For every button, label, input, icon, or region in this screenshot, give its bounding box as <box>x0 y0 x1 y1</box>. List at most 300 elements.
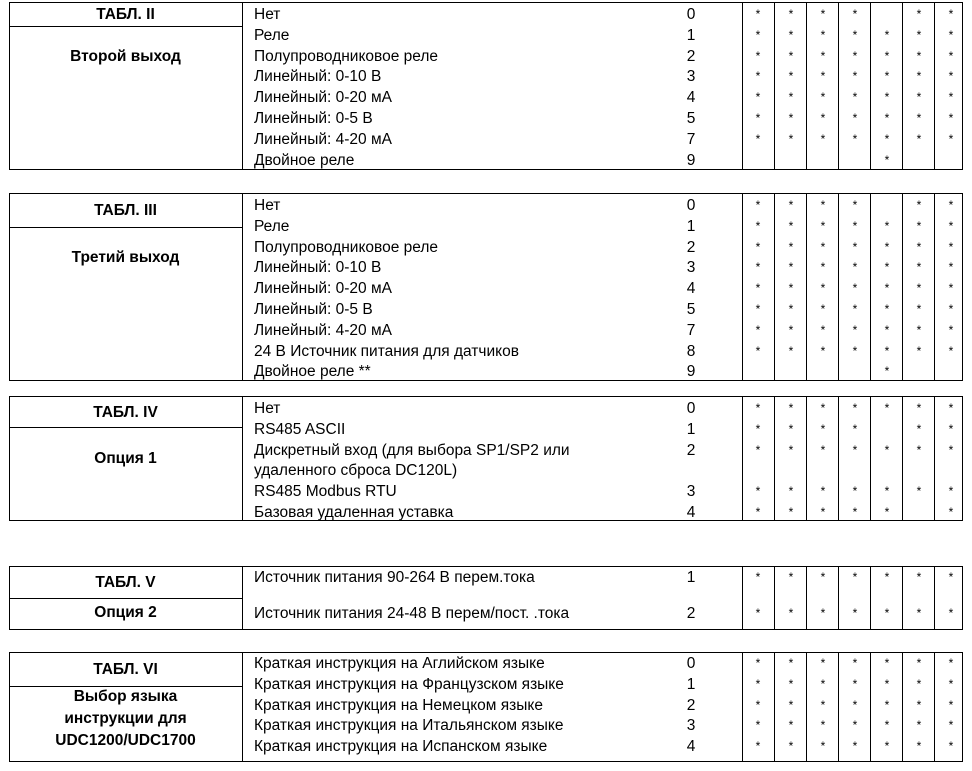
option-label: Линейный: 0-10 В <box>254 259 382 277</box>
option-label: Нет <box>254 197 281 214</box>
availability-mark: * <box>948 697 954 712</box>
option-code: 2 <box>686 47 696 65</box>
availability-mark: * <box>755 198 761 212</box>
option-code: 4 <box>686 280 696 298</box>
availability-mark: * <box>755 697 761 712</box>
availability-mark: * <box>820 505 826 519</box>
option-code: 4 <box>686 738 696 756</box>
availability-mark: * <box>788 69 794 84</box>
availability-mark: * <box>788 401 794 415</box>
availability-mark: * <box>755 302 761 316</box>
availability-mark: * <box>852 442 858 457</box>
availability-mark: * <box>916 90 922 105</box>
table-border <box>9 598 242 599</box>
availability-mark: * <box>916 484 922 499</box>
table-border <box>838 652 839 762</box>
availability-mark: * <box>916 322 922 337</box>
table-title: Выбор языка <box>73 688 178 705</box>
availability-mark: * <box>788 570 794 584</box>
table-border <box>774 193 775 381</box>
availability-mark: * <box>820 27 826 42</box>
availability-mark: * <box>852 343 858 358</box>
table-border <box>838 2 839 170</box>
availability-mark: * <box>884 90 890 105</box>
availability-mark: * <box>852 260 858 275</box>
table-title: Опция 1 <box>94 450 157 467</box>
option-label: Дискретный вход (для выбора SP1/SP2 или удаленного сброса DC120L) <box>254 441 570 479</box>
availability-mark: * <box>884 260 890 275</box>
availability-mark: * <box>852 7 858 21</box>
table-border <box>9 2 963 3</box>
availability-mark: * <box>948 656 954 670</box>
availability-mark: * <box>755 7 761 21</box>
availability-mark: * <box>948 739 954 754</box>
availability-mark: * <box>852 401 858 415</box>
table-title: Опция 2 <box>94 604 157 621</box>
table-border <box>9 566 963 567</box>
table-border <box>9 227 242 228</box>
availability-mark: * <box>788 218 794 233</box>
availability-mark: * <box>884 152 890 167</box>
table-border <box>870 193 871 381</box>
availability-mark: * <box>755 322 761 337</box>
availability-mark: * <box>948 7 954 21</box>
availability-mark: * <box>884 739 890 754</box>
availability-mark: * <box>916 131 922 146</box>
option-label: Линейный: 0-5 В <box>254 110 373 127</box>
table-border <box>934 652 935 762</box>
table-border <box>242 193 243 381</box>
option-label: Линейный: 0-10 В <box>254 68 382 86</box>
availability-mark: * <box>884 343 890 358</box>
table-title: Третий выход <box>71 249 180 266</box>
availability-mark: * <box>788 442 794 457</box>
table-border <box>774 2 775 170</box>
availability-mark: * <box>788 111 794 125</box>
availability-mark: * <box>788 281 794 296</box>
table-border <box>806 193 807 381</box>
table-border <box>9 193 963 194</box>
availability-mark: * <box>916 442 922 457</box>
availability-mark: * <box>788 606 794 620</box>
option-label: Источник питания 24-48 В перем/пост. .тока <box>254 605 570 622</box>
table-border <box>806 566 807 630</box>
option-code: 3 <box>686 717 696 735</box>
availability-mark: * <box>852 281 858 296</box>
availability-mark: * <box>755 676 761 691</box>
availability-mark: * <box>788 27 794 42</box>
availability-mark: * <box>884 364 890 379</box>
option-label: Линейный: 0-5 В <box>254 301 373 318</box>
availability-mark: * <box>884 27 890 42</box>
availability-mark: * <box>916 570 922 584</box>
availability-mark: * <box>852 69 858 84</box>
availability-mark: * <box>820 421 826 436</box>
availability-mark: * <box>755 421 761 436</box>
availability-mark: * <box>755 656 761 670</box>
availability-mark: * <box>755 401 761 415</box>
option-label: Нет <box>254 6 281 23</box>
availability-mark: * <box>852 131 858 146</box>
option-code: 8 <box>686 342 696 360</box>
availability-mark: * <box>916 656 922 670</box>
availability-mark: * <box>916 27 922 42</box>
option-code: 4 <box>686 89 696 107</box>
availability-mark: * <box>948 48 954 63</box>
availability-mark: * <box>948 343 954 358</box>
availability-mark: * <box>916 606 922 620</box>
availability-mark: * <box>788 322 794 337</box>
table-tab5 <box>9 566 963 630</box>
table-number-label: ТАБЛ. III <box>94 202 157 219</box>
availability-mark: * <box>788 697 794 712</box>
option-code: 0 <box>686 400 696 417</box>
availability-mark: * <box>820 131 826 146</box>
availability-mark: * <box>948 442 954 457</box>
availability-mark: * <box>755 570 761 584</box>
option-code: 3 <box>686 259 696 277</box>
table-border <box>9 2 10 170</box>
availability-mark: * <box>884 442 890 457</box>
option-code: 3 <box>686 68 696 86</box>
table-border <box>9 427 242 428</box>
availability-mark: * <box>884 48 890 63</box>
option-label: Краткая инструкция на Немецком языке <box>254 696 543 714</box>
option-label: Краткая инструкция на Испанском языке <box>254 738 548 756</box>
table-border <box>774 652 775 762</box>
availability-mark: * <box>788 90 794 105</box>
availability-mark: * <box>948 218 954 233</box>
availability-mark: * <box>820 7 826 21</box>
option-label: Полупроводниковое реле <box>254 47 439 65</box>
option-label: Краткая инструкция на Аглийском языке <box>254 655 545 672</box>
table-border <box>9 380 963 381</box>
availability-mark: * <box>884 606 890 620</box>
table-border <box>9 193 10 381</box>
availability-mark: * <box>820 48 826 63</box>
availability-mark: * <box>755 239 761 254</box>
table-border <box>9 761 963 762</box>
table-border <box>9 396 963 397</box>
availability-mark: * <box>852 27 858 42</box>
option-label: Линейный: 4-20 мА <box>254 321 392 339</box>
table-border <box>838 193 839 381</box>
availability-mark: * <box>852 570 858 584</box>
table-title: Второй выход <box>70 48 181 65</box>
availability-mark: * <box>916 676 922 691</box>
availability-mark: * <box>755 27 761 42</box>
availability-mark: * <box>948 322 954 337</box>
availability-mark: * <box>884 322 890 337</box>
availability-mark: * <box>916 239 922 254</box>
table-number-label: ТАБЛ. II <box>96 6 155 23</box>
table-border <box>774 396 775 521</box>
availability-mark: * <box>916 739 922 754</box>
availability-mark: * <box>788 260 794 275</box>
availability-mark: * <box>820 302 826 316</box>
availability-mark: * <box>755 505 761 519</box>
table-border <box>9 520 963 521</box>
availability-mark: * <box>948 90 954 105</box>
table-border <box>934 396 935 521</box>
option-label: Краткая инструкция на Французском языке <box>254 675 564 693</box>
option-label: RS485 Modbus RTU <box>254 483 397 501</box>
availability-mark: * <box>948 198 954 212</box>
table-border <box>806 396 807 521</box>
table-border <box>838 396 839 521</box>
availability-mark: * <box>788 198 794 212</box>
table-border <box>870 652 871 762</box>
availability-mark: * <box>948 239 954 254</box>
option-label: Двойное реле ** <box>254 363 371 381</box>
availability-mark: * <box>948 69 954 84</box>
availability-mark: * <box>755 260 761 275</box>
availability-mark: * <box>788 739 794 754</box>
option-label: Реле <box>254 26 290 44</box>
availability-mark: * <box>916 281 922 296</box>
option-code: 0 <box>686 655 696 672</box>
table-tab3 <box>9 193 963 381</box>
availability-mark: * <box>755 739 761 754</box>
option-label: Полупроводниковое реле <box>254 238 439 256</box>
availability-mark: * <box>755 131 761 146</box>
availability-mark: * <box>948 111 954 125</box>
option-label: Базовая удаленная уставка <box>254 504 454 521</box>
option-label: Источник питания 90-264 В перем.тока <box>254 569 535 586</box>
availability-mark: * <box>916 218 922 233</box>
option-label: Краткая инструкция на Итальянском языке <box>254 717 564 735</box>
availability-mark: * <box>948 260 954 275</box>
table-border <box>242 566 243 630</box>
option-label: Реле <box>254 217 290 235</box>
availability-mark: * <box>916 48 922 63</box>
availability-mark: * <box>755 343 761 358</box>
table-border <box>9 652 963 653</box>
availability-mark: * <box>852 606 858 620</box>
availability-mark: * <box>948 131 954 146</box>
availability-mark: * <box>852 239 858 254</box>
option-code: 9 <box>686 363 696 381</box>
availability-mark: * <box>884 676 890 691</box>
availability-mark: * <box>788 505 794 519</box>
availability-mark: * <box>852 322 858 337</box>
table-border <box>934 193 935 381</box>
table-tab4 <box>9 396 963 521</box>
availability-mark: * <box>788 239 794 254</box>
availability-mark: * <box>755 484 761 499</box>
availability-mark: * <box>884 484 890 499</box>
availability-mark: * <box>852 90 858 105</box>
availability-mark: * <box>852 505 858 519</box>
table-border <box>934 566 935 630</box>
availability-mark: * <box>916 343 922 358</box>
availability-mark: * <box>948 401 954 415</box>
option-label: 24 В Источник питания для датчиков <box>254 342 519 360</box>
option-label: RS485 ASCII <box>254 420 346 438</box>
availability-mark: * <box>948 505 954 519</box>
availability-mark: * <box>916 111 922 125</box>
availability-mark: * <box>820 343 826 358</box>
table-border <box>934 2 935 170</box>
availability-mark: * <box>852 198 858 212</box>
table-border <box>806 652 807 762</box>
availability-mark: * <box>884 656 890 670</box>
table-border <box>9 686 242 687</box>
option-code: 1 <box>686 217 696 235</box>
availability-mark: * <box>852 718 858 733</box>
option-code: 1 <box>686 26 696 44</box>
availability-mark: * <box>884 570 890 584</box>
availability-mark: * <box>916 69 922 84</box>
availability-mark: * <box>820 260 826 275</box>
option-code: 5 <box>686 301 696 318</box>
availability-mark: * <box>820 322 826 337</box>
availability-mark: * <box>948 606 954 620</box>
availability-mark: * <box>852 697 858 712</box>
availability-mark: * <box>884 302 890 316</box>
availability-mark: * <box>884 131 890 146</box>
availability-mark: * <box>820 676 826 691</box>
table-border <box>9 629 963 630</box>
availability-mark: * <box>820 570 826 584</box>
option-code: 1 <box>686 569 696 586</box>
table-number-label: ТАБЛ. VI <box>93 661 158 678</box>
availability-mark: * <box>916 7 922 21</box>
availability-mark: * <box>916 401 922 415</box>
table-border <box>9 169 963 170</box>
table-border <box>242 652 243 762</box>
availability-mark: * <box>788 676 794 691</box>
availability-mark: * <box>788 421 794 436</box>
availability-mark: * <box>852 656 858 670</box>
availability-mark: * <box>916 302 922 316</box>
table-border <box>242 396 243 521</box>
table-border <box>902 566 903 630</box>
availability-mark: * <box>948 570 954 584</box>
table-title: инструкции для <box>64 710 187 727</box>
availability-mark: * <box>755 218 761 233</box>
availability-mark: * <box>755 90 761 105</box>
table-border <box>902 193 903 381</box>
availability-mark: * <box>948 676 954 691</box>
availability-mark: * <box>948 718 954 733</box>
availability-mark: * <box>884 239 890 254</box>
availability-mark: * <box>820 198 826 212</box>
option-code: 9 <box>686 151 696 169</box>
table-border <box>870 396 871 521</box>
availability-mark: * <box>884 401 890 415</box>
table-border <box>870 566 871 630</box>
availability-mark: * <box>948 281 954 296</box>
availability-mark: * <box>820 718 826 733</box>
option-code: 2 <box>686 238 696 256</box>
table-border <box>870 2 871 170</box>
availability-mark: * <box>788 7 794 21</box>
option-code: 3 <box>686 483 696 501</box>
table-border <box>902 396 903 521</box>
table-border <box>902 2 903 170</box>
availability-mark: * <box>852 218 858 233</box>
availability-mark: * <box>755 442 761 457</box>
option-code: 4 <box>686 504 696 521</box>
availability-mark: * <box>916 421 922 436</box>
option-code: 1 <box>686 675 696 693</box>
availability-mark: * <box>948 302 954 316</box>
option-label: Линейный: 0-20 мА <box>254 280 392 298</box>
availability-mark: * <box>755 718 761 733</box>
availability-mark: * <box>884 281 890 296</box>
availability-mark: * <box>948 421 954 436</box>
availability-mark: * <box>852 111 858 125</box>
availability-mark: * <box>948 484 954 499</box>
availability-mark: * <box>755 48 761 63</box>
option-label: Двойное реле <box>254 151 355 169</box>
availability-mark: * <box>916 697 922 712</box>
option-code: 0 <box>686 197 696 214</box>
option-code: 0 <box>686 6 696 23</box>
availability-mark: * <box>820 606 826 620</box>
availability-mark: * <box>820 442 826 457</box>
availability-mark: * <box>884 505 890 519</box>
availability-mark: * <box>884 111 890 125</box>
availability-mark: * <box>820 69 826 84</box>
option-code: 7 <box>686 130 696 148</box>
table-border <box>242 2 243 170</box>
availability-mark: * <box>852 739 858 754</box>
availability-mark: * <box>820 239 826 254</box>
availability-mark: * <box>852 48 858 63</box>
availability-mark: * <box>755 281 761 296</box>
table-number-label: ТАБЛ. IV <box>93 403 158 421</box>
option-label: Линейный: 4-20 мА <box>254 130 392 148</box>
option-code: 2 <box>686 696 696 714</box>
availability-mark: * <box>820 697 826 712</box>
availability-mark: * <box>820 401 826 415</box>
availability-mark: * <box>820 484 826 499</box>
table-title: UDC1200/UDC1700 <box>55 732 196 749</box>
table-border <box>774 566 775 630</box>
availability-mark: * <box>884 718 890 733</box>
option-label: Нет <box>254 400 281 417</box>
availability-mark: * <box>755 111 761 125</box>
availability-mark: * <box>820 739 826 754</box>
availability-mark: * <box>788 131 794 146</box>
availability-mark: * <box>788 48 794 63</box>
availability-mark: * <box>788 484 794 499</box>
availability-mark: * <box>884 697 890 712</box>
availability-mark: * <box>852 421 858 436</box>
option-code: 1 <box>686 420 696 438</box>
availability-mark: * <box>755 606 761 620</box>
table-border <box>9 26 242 27</box>
table-tab6 <box>9 652 963 762</box>
availability-mark: * <box>916 718 922 733</box>
table-number-label: ТАБЛ. V <box>95 574 156 591</box>
availability-mark: * <box>755 69 761 84</box>
table-tab2 <box>9 2 963 170</box>
option-code: 2 <box>686 441 696 459</box>
option-code: 2 <box>686 605 696 622</box>
availability-mark: * <box>884 69 890 84</box>
availability-mark: * <box>948 27 954 42</box>
availability-mark: * <box>852 676 858 691</box>
availability-mark: * <box>788 656 794 670</box>
option-label: Линейный: 0-20 мА <box>254 89 392 107</box>
availability-mark: * <box>852 484 858 499</box>
availability-mark: * <box>916 260 922 275</box>
table-border <box>838 566 839 630</box>
availability-mark: * <box>788 302 794 316</box>
